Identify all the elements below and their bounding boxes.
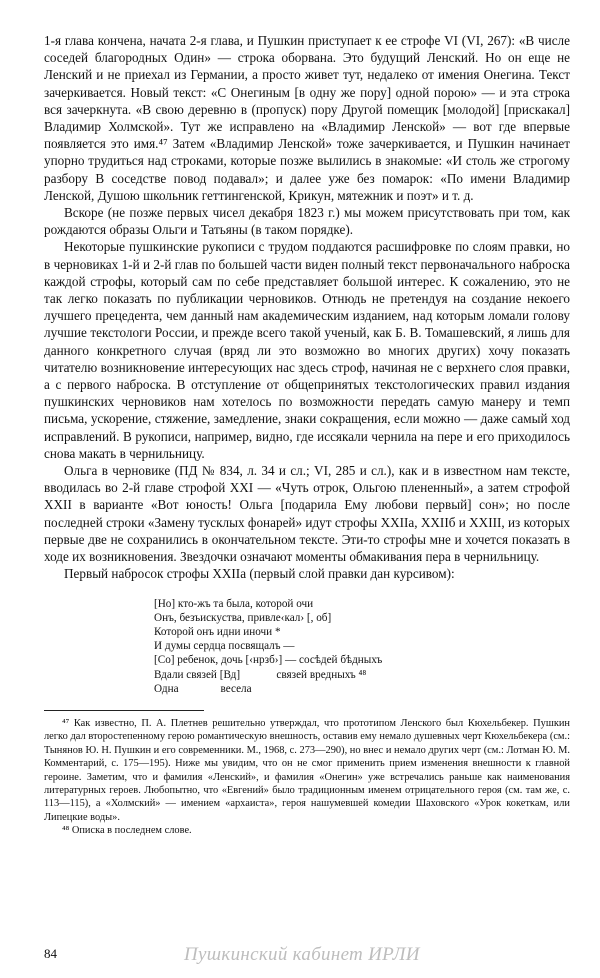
- verse-line: Которой онъ идни иночи *: [154, 625, 281, 638]
- paragraph-2: Вскоре (не позже первых чисел декабря 1823 г.) мы можем присутствовать при том, как рождаются образы Ольги и Татьяны (в таком порядке).: [44, 205, 570, 238]
- paragraph-5: Первый набросок строфы XXIIа (первый слой правки дан курсивом):: [64, 566, 455, 582]
- verse-line: [Со] ребенок, дочь [‹нрзб›] — сосѣдей бѣдныхъ: [154, 654, 383, 667]
- footnote-47: ⁴⁷ Как известно, П. А. Плетнев решительно утверждал, что прототипом Ленского был Кюхельбекер. Пушкин легко дал второстепенному герою романтическую внешность, оставив ему немало душевных черт Кюхельбекера (см.: Тынянов Ю. Н. Пушкин и его современники. М., 1968, с. 273—290), но внес и немало других черт (см.: Лотман Ю. М. Комментарий, с. 175—195). Ниже мы увидим, что он не смог применить прием изменения внешности к главной героине. Заметим, что и фамилия «Ленский», и фамилия «Онегин» уже встречались раньше как наименования литературных героев. Любопытно, что «Евгений» было традиционным именем отрицательного героя (см. там же, с. 113—115), а «Холмский» — имением «архаиста», героя нашумевшей комедии Шаховского «Урок кокеткам, или Липецкие воды».: [44, 717, 570, 823]
- page-content: [44, 32, 570, 838]
- main-text: [44, 32, 570, 583]
- draft-verse: [154, 597, 570, 696]
- watermark: Пушкинский кабинет ИРЛИ: [184, 944, 420, 965]
- page-number: 84: [44, 946, 57, 961]
- footnote-48: ⁴⁸ Описка в последнем слове.: [62, 825, 192, 837]
- footnotes: [44, 717, 570, 838]
- verse-line: Одна весела: [154, 682, 252, 695]
- page-footer: [44, 944, 570, 966]
- verse-line: [Но] кто-жъ та была, которой очи: [154, 597, 314, 610]
- footnote-divider: [44, 710, 204, 711]
- verse-line: Вдали связей [Вд] связей вредныхъ ⁴⁸: [154, 668, 367, 681]
- verse-line: И думы сердца посвящалъ —: [154, 640, 295, 653]
- paragraph-4: Ольга в черновике (ПД № 834, л. 34 и сл.; VI, 285 и сл.), как и в известном нам тексте, вводилась во 2-й главе строфой XXI — «Чуть отрок, Ольгою плененный», а затем строфой XXII в варианте «Вот юность! Ольга [подарила Ему любови первый] сон»; но после последней строки «Замену тусклых фонарей» идут строфы XXIIа, XXIIб и XXIII, из которых первые две не сохранились в окончательном тексте. Эти-то строфы мне и хочется показать в ходе их возникновения. Звездочки означают моменты обмакивания пера в чернильницу.: [44, 463, 570, 565]
- paragraph-3: Некоторые пушкинские рукописи с трудом поддаются расшифровке по слоям правки, но в черновиках 1-й и 2-й глав по большей части виден полный текст первоначального наброска каждой строфы, который сам по себе представляет большой интерес. К сожалению, это не так легко показать по публикации черновиков. Отнюдь не претендуя на создание некоего лучшего прецедента, чем данный нам академическим изданием, над которым ломали голову лучшие текстологи России, и прежде всего такой ученый, как Б. В. Томашевский, я лишь для данного конкретного случая (вряд ли это возможно во многих других) хочу показать читателю возникновение интересующих нас здесь строф, начиная не с верхнего слоя правки, а с первого наброска. В отступление от общепринятых текстологических правил издания пушкинских черновиков нам хотелось по возможности передать самую манеру и темп письма, ускорение, стяжение, замедление, знаки сокращения, если можно — даже самый ход исправлений. В рукописи, например, видно, где иссякали чернила на пере и его приходилось снова макать в чернильницу.: [44, 239, 570, 461]
- verse-line: Онъ, безъискуства, привле‹кал› [, об]: [154, 611, 332, 624]
- paragraph-1: 1-я глава кончена, начата 2-я глава, и Пушкин приступает к ее строфе VI (VI, 267): «В числе соседей благородных Один» — строка оборвана. Это будущий Ленский. Но он еще не Ленский и не приехал из Германии, а просто живет тут, недалеко от имения Онегина. Текст зачеркивается. Новый текст: «С Онегиным [в одну же пору] одной порою» — и эта строка вся зачеркнута. «В свою деревню в (пропуск) пору Другой помещик [молодой] [прискакал] Владимир Холмской». Тут же исправлено на «Владимир Ленской» — вот где впервые появляется это имя.⁴⁷ Затем «Владимир Ленской» тоже зачеркивается, и Пушкин начинает упорно трудиться над строками, которые позже вылились в знакомые: «И столь же строгому разбору В соседстве повод подавал»; и далее уже без помарок: «По имени Владимир Ленской, Душою школьник геттингенской, Крикун, мятежник и поэт» и т. д.: [44, 33, 570, 203]
